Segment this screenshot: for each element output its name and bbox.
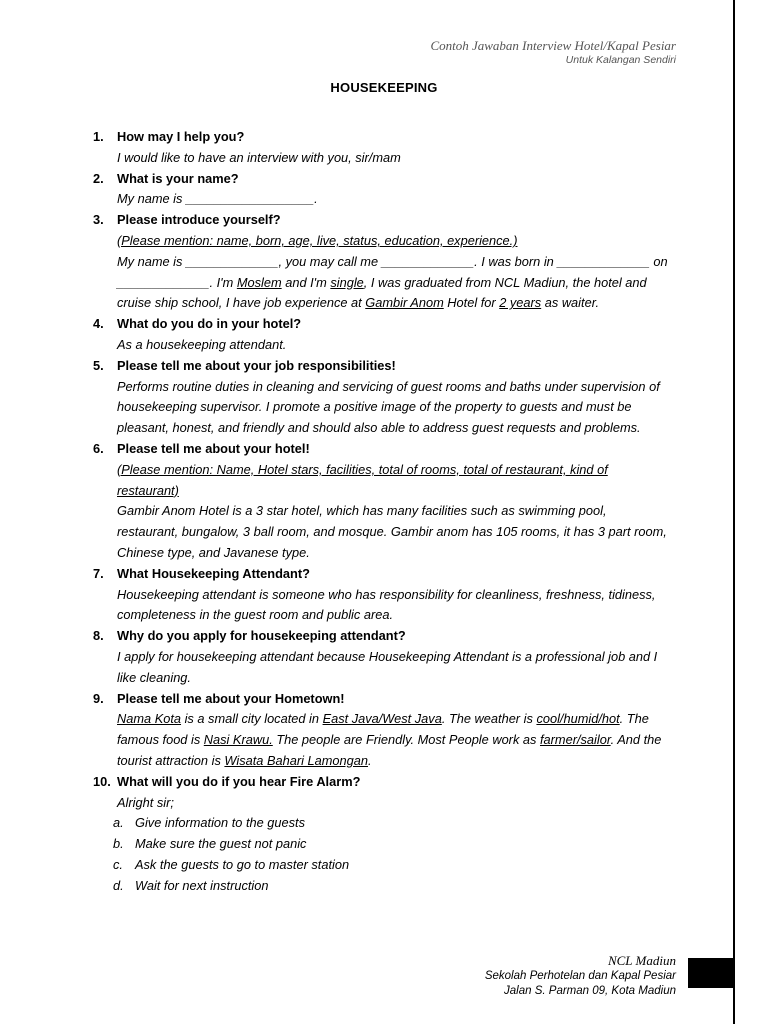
- list-item: b. Make sure the guest not panic: [113, 836, 307, 852]
- page-edge-rule: [733, 0, 735, 1024]
- list-item: c. Ask the guests to go to master station: [113, 856, 350, 872]
- answer-3: My name is _____________, you may call me _____________. I was born in _____________ on _____________. I'm Moslem and I'm single, I was graduated from NCL Madiun, the hotel and cruise ship school, I have job experience at Gambir Anom Hotel for 2 years as waiter.: [117, 253, 668, 311]
- question-4: 4. What do you do in your hotel?: [93, 316, 302, 332]
- answer-8: I apply for housekeeping attendant because Housekeeping Attendant is a professional job and I like cleaning.: [117, 648, 658, 685]
- question-3: 3. Please introduce yourself?: [93, 212, 281, 228]
- question-10: 10. What will you do if you hear Fire Alarm?: [93, 773, 361, 789]
- footer-name: NCL Madiun: [607, 953, 676, 968]
- header-title: Contoh Jawaban Interview Hotel/Kapal Pesiar: [430, 38, 676, 53]
- footer-line-1: Sekolah Perhotelan dan Kapal Pesiar: [484, 970, 676, 982]
- question-8: 8. Why do you apply for housekeeping attendant?: [93, 628, 406, 644]
- question-1: 1. How may I help you?: [93, 129, 245, 144]
- answer-1: I would like to have an interview with you, sir/mam: [117, 149, 401, 165]
- answer-5: Performs routine duties in cleaning and servicing of guest rooms and baths under supervision of housekeeping supervisor. I promote a positive image of the property to guests and must be pleasant, honest, and friendly and should also able to address guest requests and problems.: [117, 378, 660, 436]
- qa-list: [90, 127, 670, 896]
- question-9: 9. Please tell me about your Hometown!: [93, 690, 345, 706]
- fire-alarm-steps: [90, 813, 670, 896]
- question-2: 2. What is your name?: [93, 170, 239, 186]
- list-item: d. Wait for next instruction: [113, 877, 269, 893]
- document-title: HOUSEKEEPING: [330, 80, 438, 95]
- answer-10: Alright sir;: [117, 794, 174, 810]
- answer-2: My name is __________________.: [117, 191, 318, 207]
- hint-6: (Please mention: Name, Hotel stars, facilities, total of rooms, total of restaurant, kind of restaurant): [117, 461, 608, 498]
- header-subtitle: Untuk Kalangan Sendiri: [565, 54, 676, 66]
- hint-3: (Please mention: name, born, age, live, status, education, experience.): [117, 232, 518, 248]
- footer-line-2: Jalan S. Parman 09, Kota Madiun: [504, 984, 676, 997]
- page-header: [430, 38, 676, 67]
- question-7: 7. What Housekeeping Attendant?: [93, 565, 310, 581]
- answer-4: As a housekeeping attendant.: [117, 336, 287, 352]
- question-6: 6. Please tell me about your hotel!: [93, 440, 310, 456]
- answer-9: Nama Kota is a small city located in East Java/West Java. The weather is cool/humid/hot. The famous food is Nasi Krawu. The people are Friendly. Most People work as farmer/sailor. And the tourist attraction is Wisata Bahari Lamongan.: [117, 711, 662, 768]
- corner-block: [688, 958, 734, 988]
- answer-7: Housekeeping attendant is someone who has responsibility for cleanliness, freshness, tidiness, completeness in the guest room and public area.: [117, 586, 656, 623]
- question-5: 5. Please tell me about your job responsibilities!: [93, 357, 396, 373]
- answer-6: Gambir Anom Hotel is a 3 star hotel, which has many facilities such as swimming pool, restaurant, bungalow, 3 ball room, and mosque. Gambir anom has 105 rooms, it has 3 part room, Chinese type, and Javanese type.: [117, 503, 667, 560]
- list-item: a. Give information to the guests: [113, 815, 306, 831]
- page-footer: [485, 952, 676, 998]
